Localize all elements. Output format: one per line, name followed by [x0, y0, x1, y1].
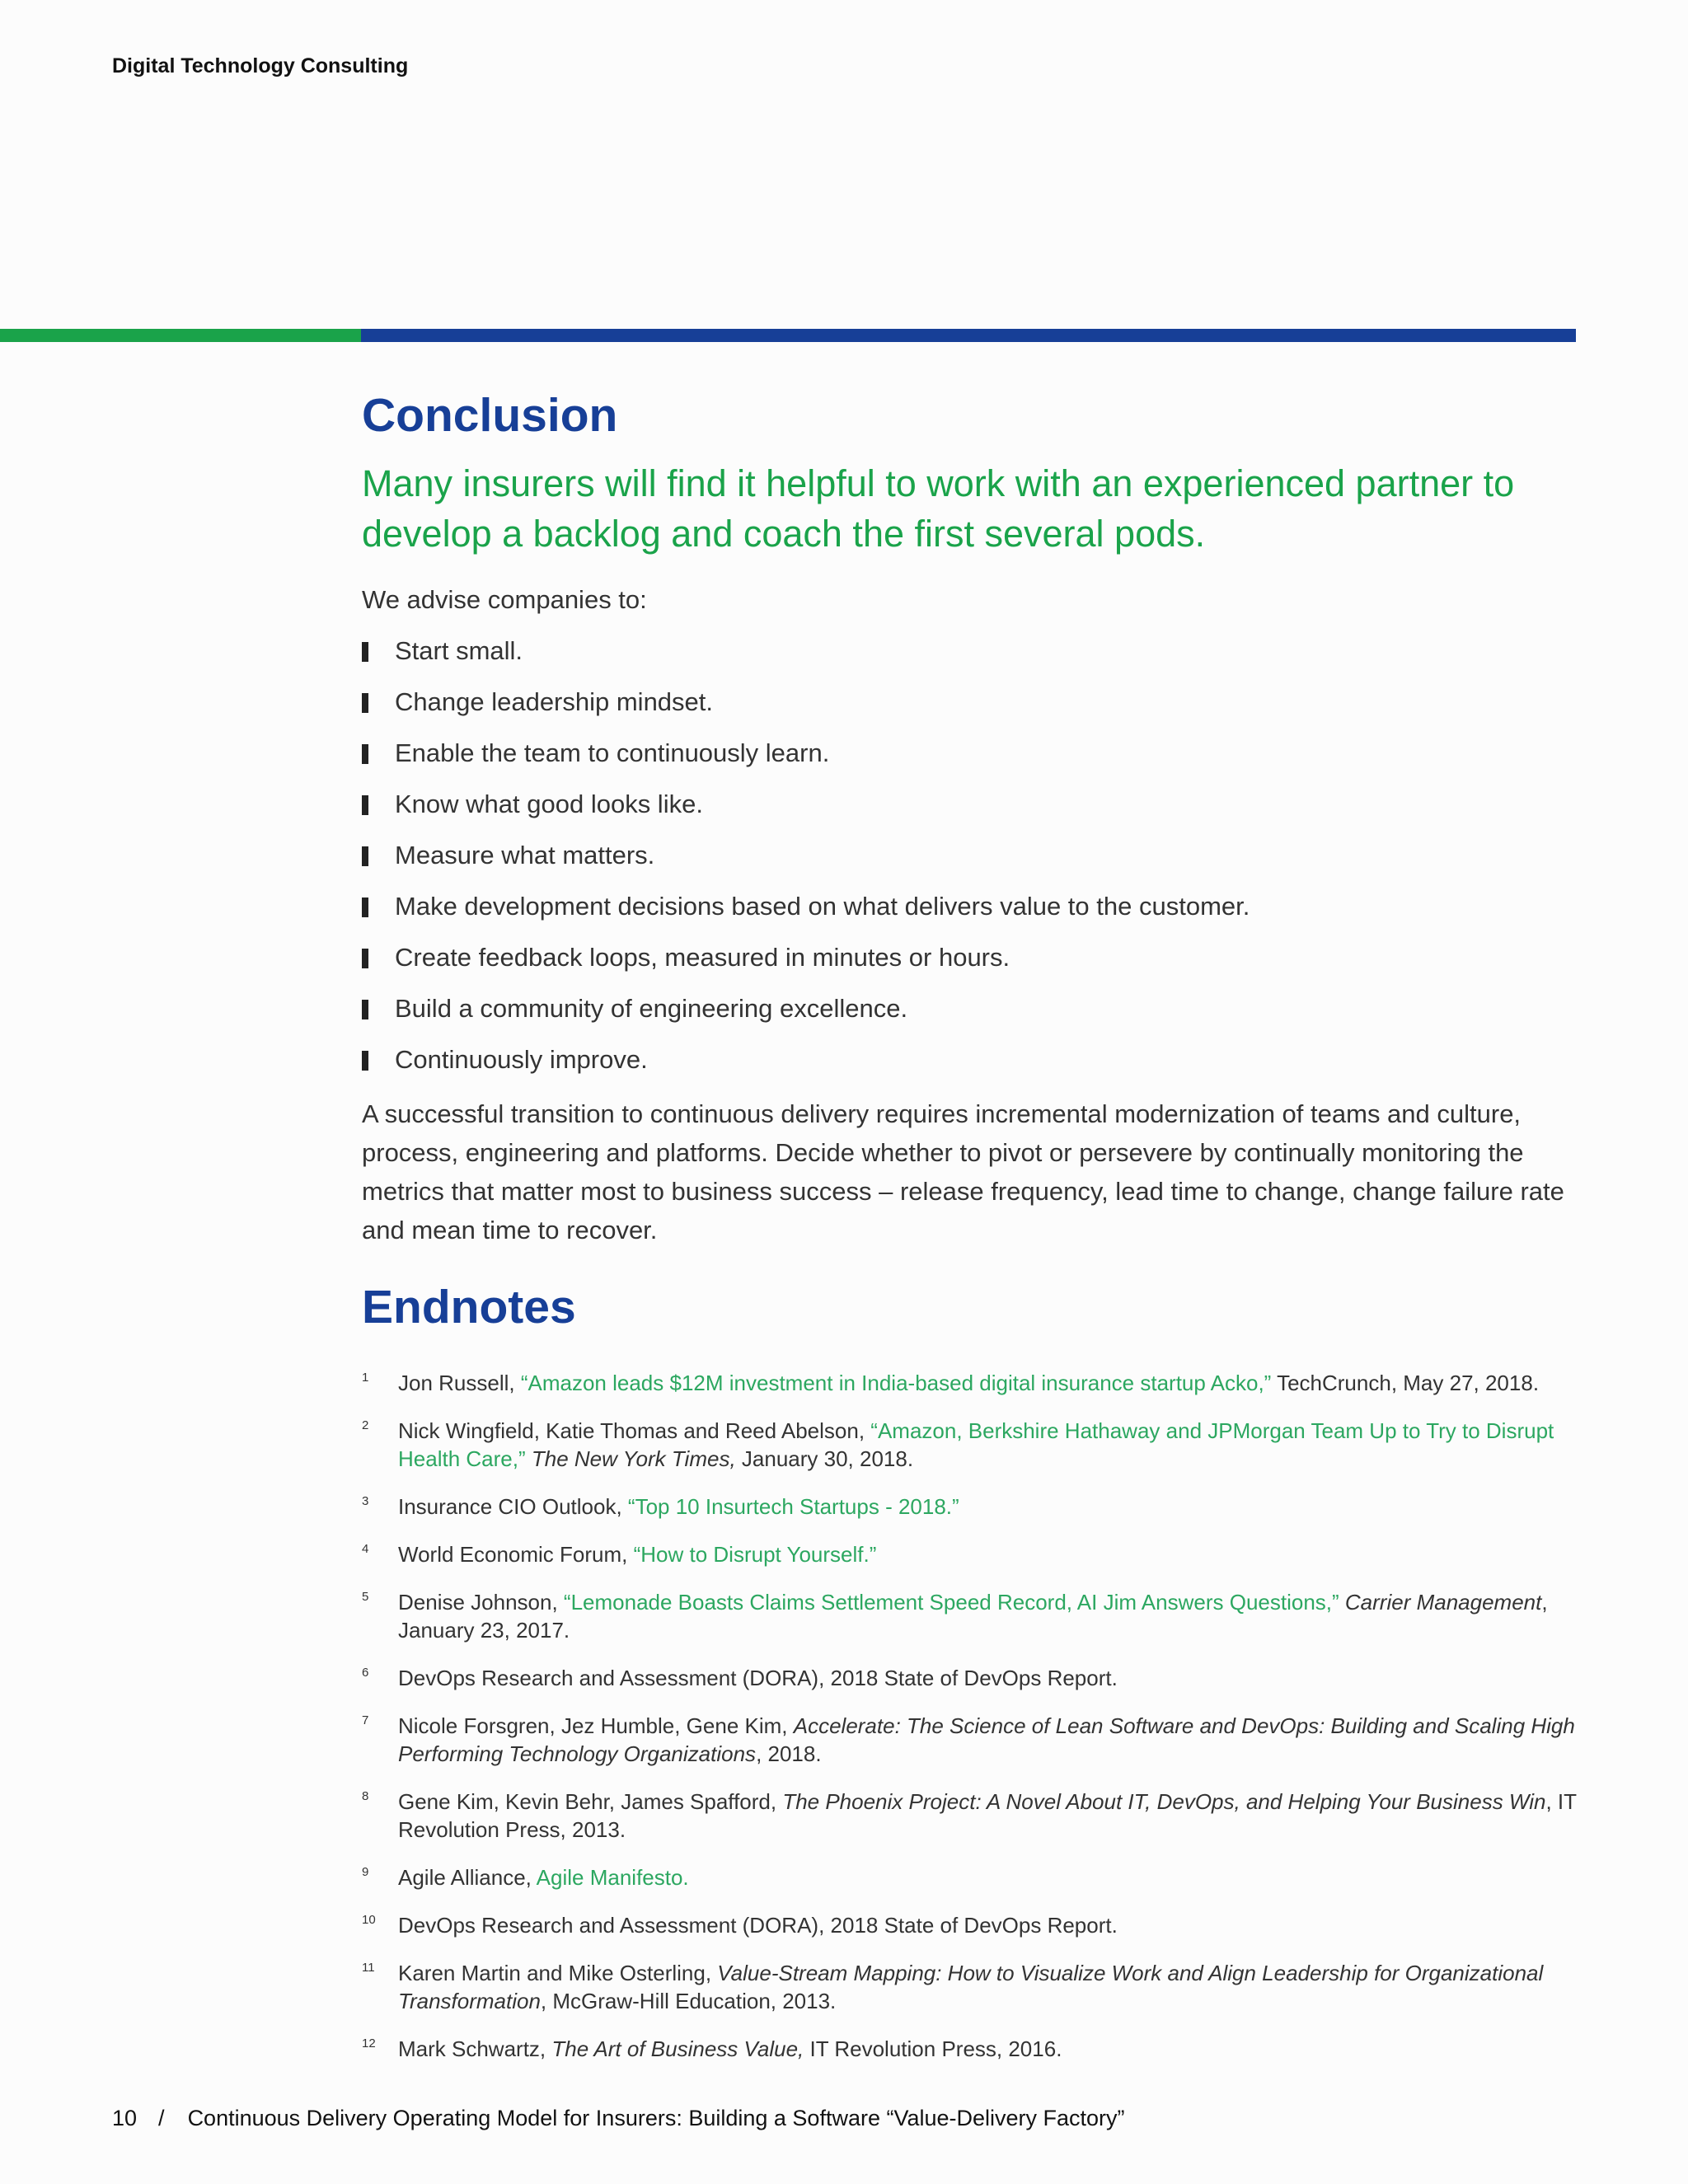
endnote-title-italic: The New York Times, — [531, 1446, 736, 1471]
bullet-bar-icon — [362, 795, 368, 815]
advice-item — [362, 788, 1578, 821]
endnote-text: Jon Russell, — [398, 1370, 521, 1395]
endnote-number: 4 — [362, 1541, 369, 1556]
endnote-text: DevOps Research and Assessment (DORA), 2018 State of DevOps Report. — [398, 1912, 1118, 1938]
endnote-text: Gene Kim, Kevin Behr, James Spafford, — [398, 1788, 783, 1814]
endnote-text: World Economic Forum, — [398, 1541, 634, 1567]
advice-item-text: Continuously improve. — [395, 1045, 648, 1075]
advice-item — [362, 686, 1578, 719]
bullet-bar-icon — [362, 642, 368, 662]
endnote-link[interactable]: “Top 10 Insurtech Startups - 2018.” — [627, 1493, 959, 1519]
conclusion-heading: Conclusion — [362, 389, 618, 442]
endnote-text: DevOps Research and Assessment (DORA), 2018 State of DevOps Report. — [398, 1665, 1118, 1690]
endnote-number: 6 — [362, 1665, 369, 1680]
footer-separator: / — [158, 2106, 165, 2130]
bullet-bar-icon — [362, 693, 368, 713]
bullet-bar-icon — [362, 949, 368, 968]
bullet-bar-icon — [362, 1051, 368, 1071]
endnote-text: IT Revolution Press, 2016. — [804, 2036, 1062, 2061]
endnote-item — [362, 1788, 1578, 1844]
endnote-number: 10 — [362, 1912, 376, 1927]
endnote-item — [362, 1911, 1578, 1939]
endnote-text: Nicole Forsgren, Jez Humble, Gene Kim, — [398, 1713, 794, 1738]
endnote-title-italic: Carrier Management — [1344, 1589, 1542, 1615]
brand-header: Digital Technology Consulting — [112, 54, 409, 77]
advice-list — [362, 635, 1578, 1076]
advice-item-text: Change leadership mindset. — [395, 687, 714, 717]
endnote-item — [362, 1588, 1578, 1644]
endnote-number: 3 — [362, 1493, 369, 1508]
endnote-text: , IT Revolution Press, 2013. — [398, 1788, 1577, 1842]
endnote-text: Insurance CIO Outlook, — [398, 1493, 628, 1519]
endnote-text: , McGraw-Hill Education, 2013. — [540, 1988, 837, 2013]
advice-item-text: Make development decisions based on what delivers value to the customer. — [395, 892, 1250, 921]
endnote-title-italic: Accelerate: The Science of Lean Software and DevOps: Building and Scaling High Performing Technology Organizations — [398, 1713, 1575, 1766]
endnote-number: 7 — [362, 1713, 369, 1727]
conclusion-lead: Many insurers will find it helpful to work with an experienced partner to develop a backlog and coach the first several pods. — [362, 462, 1515, 555]
advice-item-text: Enable the team to continuously learn. — [395, 738, 830, 768]
endnote-item — [362, 1664, 1578, 1692]
advice-item-text: Measure what matters. — [395, 841, 655, 870]
endnote-item — [362, 1863, 1578, 1891]
endnote-item — [362, 1369, 1578, 1397]
endnote-number: 5 — [362, 1589, 369, 1604]
conclusion-summary: A successful transition to continuous delivery requires incremental modernization of teams and culture, process, engineering and platforms. Decide whether to pivot or persevere by continually monitoring the metrics that matter most to business success – release frequency, lead time to change, change failure rate and mean time to recover. — [362, 1099, 1564, 1245]
endnote-text: , January 23, 2017. — [398, 1589, 1548, 1643]
bullet-bar-icon — [362, 898, 368, 917]
advice-item — [362, 992, 1578, 1025]
endnote-title-italic: The Phoenix Project: A Novel About IT, DevOps, and Helping Your Business Win — [782, 1788, 1546, 1814]
endnote-link[interactable]: “Amazon leads $12M investment in India-based digital insurance startup Acko,” — [520, 1370, 1272, 1395]
endnote-number: 2 — [362, 1418, 369, 1432]
endnote-number: 9 — [362, 1864, 369, 1879]
bullet-bar-icon — [362, 846, 368, 866]
green-rule — [0, 329, 361, 342]
endnote-link[interactable]: “Amazon, Berkshire Hathaway and JPMorgan Team Up to Try to Disrupt Health Care,” — [398, 1418, 1554, 1471]
endnote-number: 1 — [362, 1370, 369, 1385]
bullet-bar-icon — [362, 1000, 368, 1019]
footer-doc-title: Continuous Delivery Operating Model for Insurers: Building a Software “Value-Delivery Factory” — [187, 2106, 1125, 2130]
endnote-item — [362, 2035, 1578, 2063]
endnote-text: January 30, 2018. — [735, 1446, 914, 1471]
advice-item — [362, 635, 1578, 668]
endnote-item — [362, 1959, 1578, 2015]
advice-item — [362, 1043, 1578, 1076]
endnote-item — [362, 1540, 1578, 1568]
endnote-text — [1339, 1590, 1345, 1615]
endnote-text: Denise Johnson, — [398, 1589, 564, 1615]
endnote-text: , 2018. — [756, 1741, 822, 1766]
endnote-title-italic: Value-Stream Mapping: How to Visualize Work and Align Leadership for Organizational Transformation — [398, 1960, 1544, 2013]
advice-item-text: Create feedback loops, measured in minutes or hours. — [395, 943, 1010, 972]
endnote-text: Karen Martin and Mike Osterling, — [398, 1960, 718, 1985]
advice-item-text: Start small. — [395, 636, 523, 666]
endnote-text — [526, 1446, 532, 1471]
endnote-number: 8 — [362, 1788, 369, 1803]
endnote-text: Nick Wingfield, Katie Thomas and Reed Abelson, — [398, 1418, 871, 1443]
endnote-link[interactable]: Agile Manifesto. — [536, 1864, 689, 1890]
advice-item-text: Know what good looks like. — [395, 790, 703, 819]
page-number: 10 — [112, 2106, 138, 2130]
endnote-link[interactable]: “Lemonade Boasts Claims Settlement Speed Record, AI Jim Answers Questions,” — [563, 1589, 1339, 1615]
main-content — [362, 387, 1578, 2083]
endnote-item — [362, 1493, 1578, 1521]
endnotes-list — [362, 1369, 1578, 2063]
endnote-number: 11 — [362, 1960, 375, 1975]
endnote-text: Mark Schwartz, — [398, 2036, 552, 2061]
advice-item — [362, 941, 1578, 974]
endnote-number: 12 — [362, 2036, 376, 2050]
advice-item — [362, 839, 1578, 872]
endnote-item — [362, 1417, 1578, 1473]
endnote-item — [362, 1712, 1578, 1768]
advice-item — [362, 890, 1578, 923]
endnote-link[interactable]: “How to Disrupt Yourself.” — [633, 1541, 877, 1567]
page-footer — [112, 2106, 1125, 2131]
advice-intro: We advise companies to: — [362, 585, 647, 615]
endnote-title-italic: The Art of Business Value, — [551, 2036, 804, 2061]
bullet-bar-icon — [362, 744, 368, 764]
advice-item-text: Build a community of engineering excellence. — [395, 994, 908, 1024]
blue-rule — [361, 329, 1576, 342]
endnote-text: Agile Alliance, — [398, 1864, 537, 1890]
endnotes-heading: Endnotes — [362, 1281, 576, 1334]
endnote-text: TechCrunch, May 27, 2018. — [1271, 1370, 1540, 1395]
advice-item — [362, 737, 1578, 770]
